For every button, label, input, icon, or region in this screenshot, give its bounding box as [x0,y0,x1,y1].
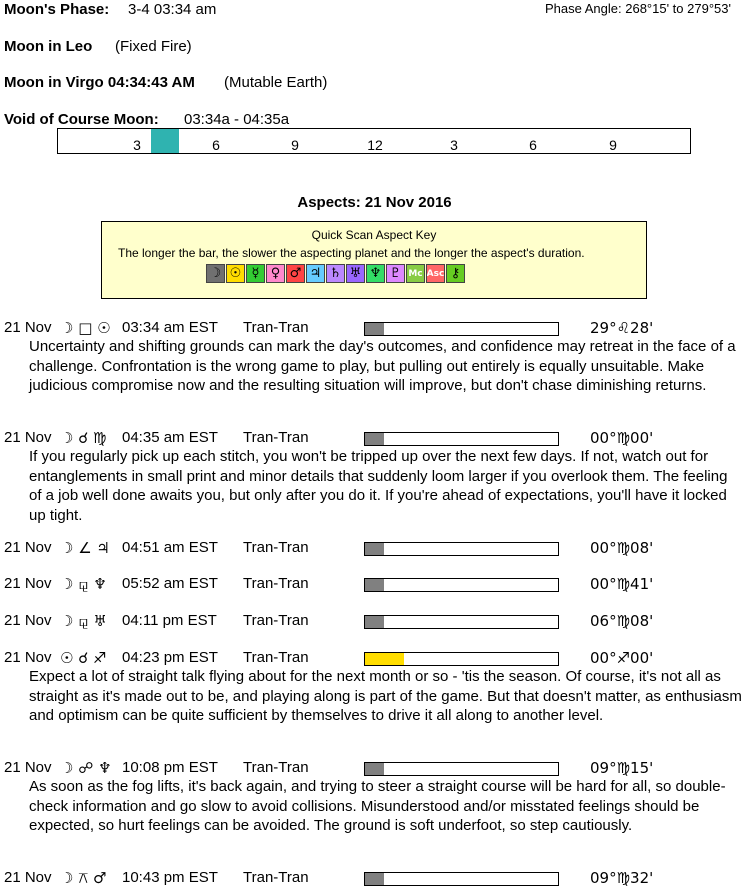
aspect-glyphs: ☽ ⚼ ♆ [60,575,107,593]
aspect-duration-fill [365,873,384,885]
timeline-tick: 12 [367,137,383,153]
aspect-time: 04:23 pm EST [122,649,218,666]
key-cell: ♇ [386,264,405,283]
phase-angle: Phase Angle: 268°15' to 279°53' [545,1,731,16]
key-cell: ☽ [206,264,225,283]
aspect-description: If you regularly pick up each stitch, you won't be tripped up over the next few days. If not, watch out for entanglements in small print and minor details that suddenly loom larger if you overlook them. The feeling of a job well done awaits you, but only after you do it. If you're ahead of expectations, you'll have it locked up tight. [29,448,728,524]
aspect-type: Tran-Tran [243,649,309,666]
aspect-duration-bar [364,615,559,629]
key-cell: ♄ [326,264,345,283]
aspect-glyphs: ☽ ☍ ♆ [60,759,112,777]
aspect-duration-fill [365,323,384,335]
aspect-duration-bar [364,762,559,776]
aspect-position: 29°♌28' [590,319,654,337]
moon-sign-1-note: (Fixed Fire) [115,38,192,55]
aspect-position: 06°♍08' [590,612,654,630]
aspect-duration-fill [365,763,384,775]
voc-value: 03:34a - 04:35a [184,111,290,128]
timeline-tick: 3 [450,137,458,153]
aspect-duration-fill [365,653,404,665]
aspect-glyphs: ☽ ⚼ ♅ [60,612,107,630]
aspect-position: 00°♍08' [590,539,654,557]
key-cell: ☉ [226,264,245,283]
aspect-position: 09°♍32' [590,869,654,887]
aspect-time: 04:51 am EST [122,539,218,556]
timeline-tick: 3 [133,137,141,153]
aspect-duration-bar [364,322,559,336]
aspect-date: 21 Nov [4,649,52,666]
voc-label: Void of Course Moon: [4,111,159,128]
key-cell: ♆ [366,264,385,283]
aspect-type: Tran-Tran [243,319,309,336]
aspect-duration-fill [365,543,384,555]
aspect-key-row [206,264,466,284]
void-of-course-fill [151,129,179,153]
aspect-position: 09°♍15' [590,759,654,777]
aspect-date: 21 Nov [4,759,52,776]
aspect-position: 00°♍00' [590,429,654,447]
aspect-position: 00°♐00' [590,649,654,667]
timeline-tick: 6 [529,137,537,153]
aspect-time: 04:35 am EST [122,429,218,446]
aspect-glyphs: ☽ ☌ ♍ [60,429,107,447]
aspect-time: 10:43 pm EST [122,869,218,886]
key-cell: ♃ [306,264,325,283]
aspect-date: 21 Nov [4,429,52,446]
aspect-duration-fill [365,433,384,445]
aspect-duration-fill [365,616,384,628]
aspect-glyphs: ☽ ∠ ♃ [60,539,110,557]
aspect-type: Tran-Tran [243,869,309,886]
aspect-duration-bar [364,872,559,886]
moon-sign-1: Moon in Leo [4,38,93,55]
aspect-description: Expect a lot of straight talk flying about for the next month or so - 'tis the season. Of course, it's not all as straight as it's made out to be, and playing along is part of the game. But that doesn't matter, as enthusiasm and optimism can be quite sufficient by themselves to drive it all along to another level. [29,668,742,724]
aspect-duration-fill [365,579,384,591]
aspect-key-subtitle: The longer the bar, the slower the aspecting planet and the longer the aspect's duration. [118,246,585,260]
aspect-time: 03:34 am EST [122,319,218,336]
aspect-date: 21 Nov [4,612,52,629]
aspect-date: 21 Nov [4,319,52,336]
moon-sign-2: Moon in Virgo 04:34:43 AM [4,74,195,91]
key-cell: Asc [426,264,445,283]
aspect-time: 10:08 pm EST [122,759,218,776]
aspect-date: 21 Nov [4,539,52,556]
aspect-duration-bar [364,542,559,556]
aspects-title: Aspects: 21 Nov 2016 [297,194,452,211]
aspect-time: 04:11 pm EST [122,612,217,629]
aspect-type: Tran-Tran [243,429,309,446]
aspect-type: Tran-Tran [243,612,309,629]
aspect-type: Tran-Tran [243,539,309,556]
key-cell: Mc [406,264,425,283]
aspect-time: 05:52 am EST [122,575,218,592]
phase-label: Moon's Phase: [4,1,110,18]
void-of-course-timeline [57,128,691,154]
aspect-duration-bar [364,578,559,592]
aspect-type: Tran-Tran [243,759,309,776]
timeline-tick: 9 [609,137,617,153]
aspect-glyphs: ☽ ⚻ ♂ [60,869,107,887]
timeline-tick: 9 [291,137,299,153]
aspect-duration-bar [364,432,559,446]
key-cell: ⚷ [446,264,465,283]
key-cell: ♅ [346,264,365,283]
aspect-position: 00°♍41' [590,575,654,593]
aspect-key-box [101,221,647,299]
aspect-glyphs: ☉ ☌ ♐ [60,649,107,667]
timeline-tick: 6 [212,137,220,153]
aspect-date: 21 Nov [4,869,52,886]
phase-value: 3-4 03:34 am [128,1,217,18]
aspect-type: Tran-Tran [243,575,309,592]
aspect-description: As soon as the fog lifts, it's back again, and trying to steer a straight course will be hard for all, so double-check information and go slow to avoid collisions. Misunderstood and/or misstated feelings should be expected, so hurt feelings can be avoided. The ground is soft underfoot, so step cautiously. [29,778,726,834]
key-cell: ☿ [246,264,265,283]
aspect-description: Uncertainty and shifting grounds can mark the day's outcomes, and confidence may retreat in the face of a challenge. Confrontation is the wrong game to play, but pulling out entirely is equally unsuitable. Make judicious compromise now and the resulting situation will improve, but don't chase diminishing returns. [29,338,736,394]
aspect-key-title: Quick Scan Aspect Key [311,228,437,242]
aspect-date: 21 Nov [4,575,52,592]
aspect-duration-bar [364,652,559,666]
aspect-glyphs: ☽ □ ☉ [60,319,111,337]
key-cell: ♂ [286,264,305,283]
key-cell: ♀ [266,264,285,283]
moon-sign-2-note: (Mutable Earth) [224,74,328,91]
